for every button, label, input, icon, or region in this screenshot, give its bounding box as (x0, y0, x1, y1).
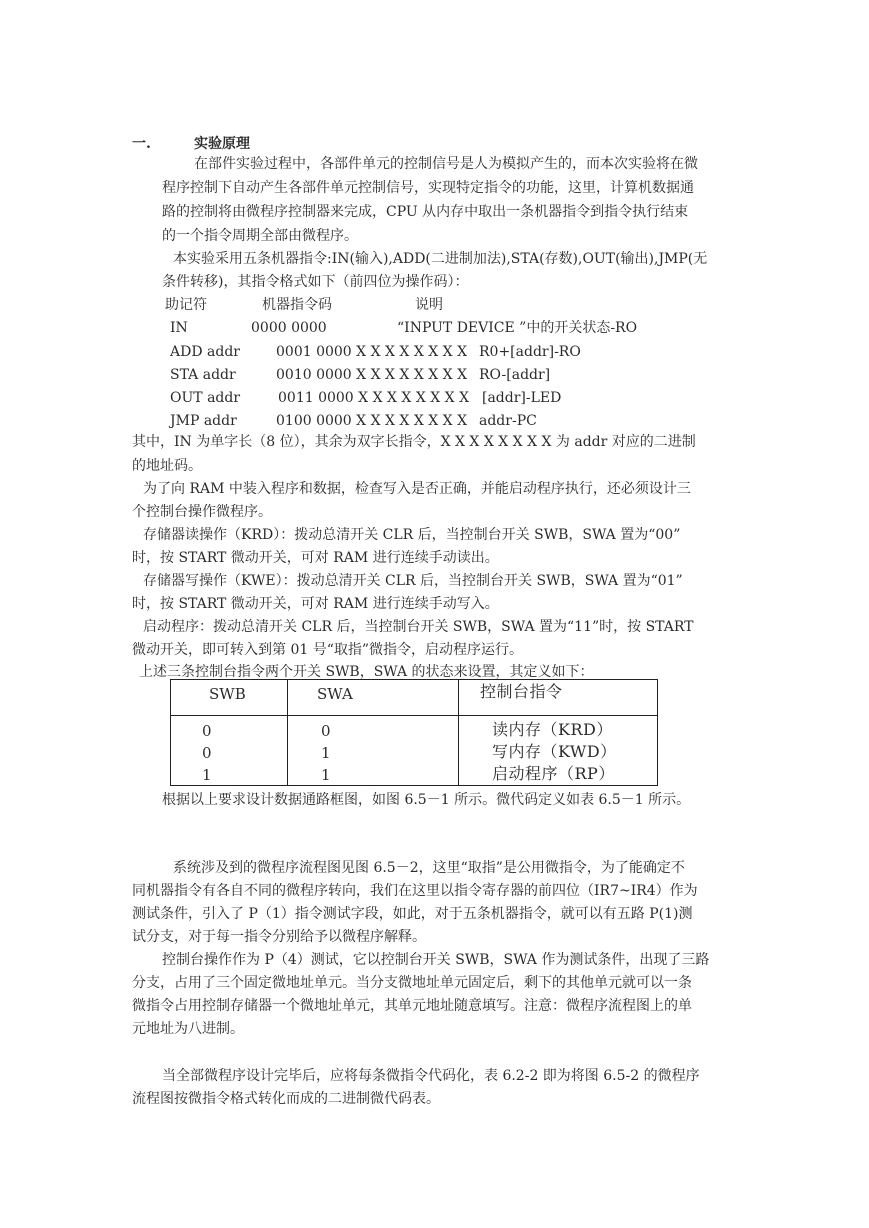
instr-desc: RO-[addr] (479, 367, 551, 383)
swb-value: 0 (202, 744, 212, 762)
instr-intro-line: 条件转移)，其指令格式如下（前四位为操作码）： (162, 274, 469, 290)
para-line: 分支，占用了三个固定微地址单元。当分支微地址单元固定后，剩下的其他单元就可以一条 (132, 975, 692, 991)
para-line: 时，按 START 微动开关，可对 RAM 进行连续手动写入。 (132, 596, 499, 612)
para-line: 时，按 START 微动开关，可对 RAM 进行连续手动读出。 (132, 550, 499, 566)
para-line: 系统涉及到的微程序流程图见图 6.5－2，这里“取指”是公用微指令，为了能确定不 (173, 860, 685, 876)
instr-desc: [addr]-LED (482, 390, 562, 406)
after-table-line: 根据以上要求设计数据通路框图，如图 6.5－1 所示。微代码定义如表 6.5－1 所示。 (162, 792, 691, 808)
para-line: 的地址码。 (132, 458, 202, 474)
swa-value: 1 (321, 744, 331, 762)
instr-header-mnemonic: 助记符 (165, 297, 207, 313)
para-line: 其中，IN 为单字长（8 位），其余为双字长指令，X X X X X X X X 为 addr 对应的二进制 (132, 434, 696, 450)
para-line: 个控制台操作微程序。 (132, 504, 272, 520)
para-line: 试分支，对于每一指令分别给予以微程序解释。 (132, 929, 426, 945)
command-value: 写内存（KWD） (492, 742, 617, 761)
para-line: 微动开关，即可转入到第 01 号“取指”微指令，启动程序运行。 (132, 642, 524, 658)
table-cell-command (459, 716, 658, 786)
section-number: 一. (132, 136, 151, 152)
intro-line: 的一个指令周期全部由微程序。 (162, 228, 358, 244)
swa-value: 1 (321, 766, 331, 784)
header-swb: SWB (209, 685, 246, 703)
swb-value: 0 (202, 722, 212, 740)
instr-code: 0100 0000 X X X X X X X X (276, 413, 468, 429)
para-line: 存储器读操作（KRD）：拨动总清开关 CLR 后，当控制台开关 SWB，SWA 置为“00” (143, 527, 681, 543)
para-line: 为了向 RAM 中装入程序和数据，检查写入是否正确，并能启动程序执行，还必须设计三 (143, 481, 691, 497)
instr-mnemonic: ADD addr (170, 344, 240, 360)
para-line: 存储器写操作（KWE）：拨动总清开关 CLR 后，当控制台开关 SWB，SWA 置为“01” (143, 573, 683, 589)
intro-line: 程序控制下自动产生各部件单元控制信号，实现特定指令的功能，这里，计算机数据通 (162, 180, 694, 196)
instr-desc: “INPUT DEVICE ”中的开关状态-RO (397, 320, 638, 336)
header-swa: SWA (317, 685, 353, 703)
table-cell-swb (171, 716, 288, 786)
para-line: 上述三条控制台指令两个开关 SWB，SWA 的状态来设置，其定义如下： (139, 664, 594, 680)
table-header-cell (171, 680, 288, 716)
swa-value: 0 (321, 722, 331, 740)
para-line: 元地址为八进制。 (132, 1021, 244, 1037)
table-header-cell (288, 680, 459, 716)
instr-mnemonic: IN (170, 320, 188, 336)
instr-code: 0011 0000 X X X X X X X X (278, 390, 470, 406)
section-title: 实验原理 (194, 136, 250, 152)
para-line: 测试条件，引入了 P（1）指令测试字段，如此，对于五条机器指令，就可以有五路 P(1)测 (132, 906, 693, 922)
instr-mnemonic: STA addr (170, 367, 236, 383)
instr-desc: addr-PC (479, 413, 537, 429)
command-value: 启动程序（RP） (492, 764, 615, 783)
header-command: 控制台指令 (480, 682, 563, 701)
para-line: 当全部微程序设计完毕后，应将每条微指令代码化，表 6.2-2 即为将图 6.5-2 的微程序 (162, 1068, 700, 1084)
console-command-table (170, 679, 658, 786)
instr-code: 0010 0000 X X X X X X X X (276, 367, 468, 383)
swb-value: 1 (202, 766, 212, 784)
instr-code: 0000 0000 (251, 320, 327, 336)
para-line: 同机器指令有各自不同的微程序转向，我们在这里以指令寄存器的前四位（IR7~IR4）作为 (132, 883, 698, 899)
instr-header-desc: 说明 (415, 297, 443, 313)
table-cell-swa (288, 716, 459, 786)
table-header-cell (459, 680, 658, 716)
intro-line: 路的控制将由微程序控制器来完成，CPU 从内存中取出一条机器指令到指令执行结束 (162, 204, 689, 220)
para-line: 启动程序：拨动总清开关 CLR 后，当控制台开关 SWB，SWA 置为“11”时，按 START (143, 619, 694, 635)
command-value: 读内存（KRD） (492, 720, 613, 739)
instr-intro-line: 本实验采用五条机器指令:IN(输入),ADD(二进制加法),STA(存数),OUT(输出),JMP(无 (173, 251, 708, 267)
instr-header-code: 机器指令码 (262, 297, 332, 313)
instr-desc: R0+[addr]-RO (479, 344, 581, 360)
para-line: 流程图按微指令格式转化而成的二进制微代码表。 (132, 1091, 440, 1107)
intro-line: 在部件实验过程中，各部件单元的控制信号是人为模拟产生的，而本次实验将在微 (194, 156, 698, 172)
para-line: 微指令占用控制存储器一个微地址单元，其单元地址随意填写。注意：微程序流程图上的单 (132, 998, 692, 1014)
instr-code: 0001 0000 X X X X X X X X (276, 344, 468, 360)
para-line: 控制台操作作为 P（4）测试，它以控制台开关 SWB，SWA 作为测试条件，出现了三路 (162, 952, 710, 968)
instr-mnemonic: OUT addr (170, 390, 241, 406)
instr-mnemonic: JMP addr (170, 413, 237, 429)
